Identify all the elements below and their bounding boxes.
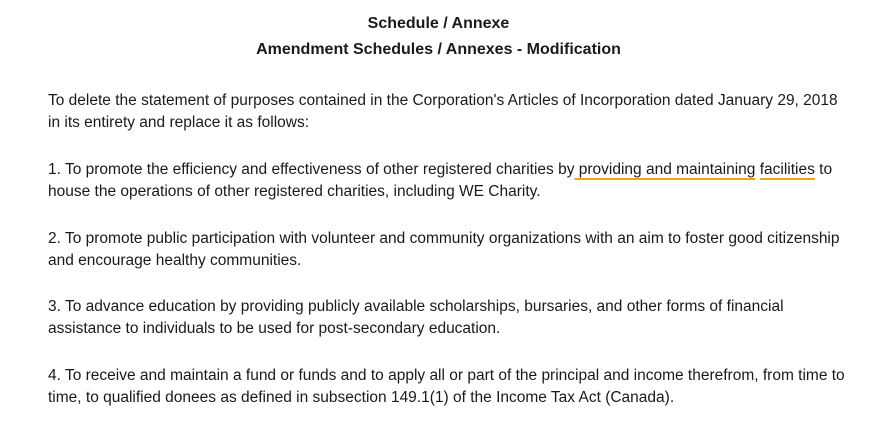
schedule-title: Schedule / Annexe xyxy=(367,15,510,32)
purpose-3-paragraph: 3. To advance education by providing publicly available scholarships, bursaries, and other forms of financial assistance to individuals to be used for post-secondary education. xyxy=(48,298,784,337)
purpose-1-highlight-part-a: providing and maintaining xyxy=(574,161,756,178)
purpose-1-highlight-part-b: facilities xyxy=(759,161,815,178)
purpose-1-text-end: to house the operations of other registered charities, including WE Charity. xyxy=(48,161,833,200)
purpose-2-paragraph: 2. To promote public participation with volunteer and community organizations with an aim to foster good citizenship and encourage healthy communities. xyxy=(48,230,840,269)
purpose-1-text-start: 1. To promote the efficiency and effectiveness of other registered charities by xyxy=(48,161,575,178)
schedule-subtitle: Amendment Schedules / Annexes - Modification xyxy=(256,41,621,58)
intro-paragraph: To delete the statement of purposes contained in the Corporation's Articles of Incorporation dated January 29, 2018 in its entirety and replace it as follows: xyxy=(48,92,838,131)
purpose-1-paragraph xyxy=(48,159,848,203)
purpose-4-paragraph: 4. To receive and maintain a fund or funds and to apply all or part of the principal and income therefrom, from time to time, to qualified donees as defined in subsection 149.1(1) of the Income Tax Act (Canada). xyxy=(48,367,845,406)
